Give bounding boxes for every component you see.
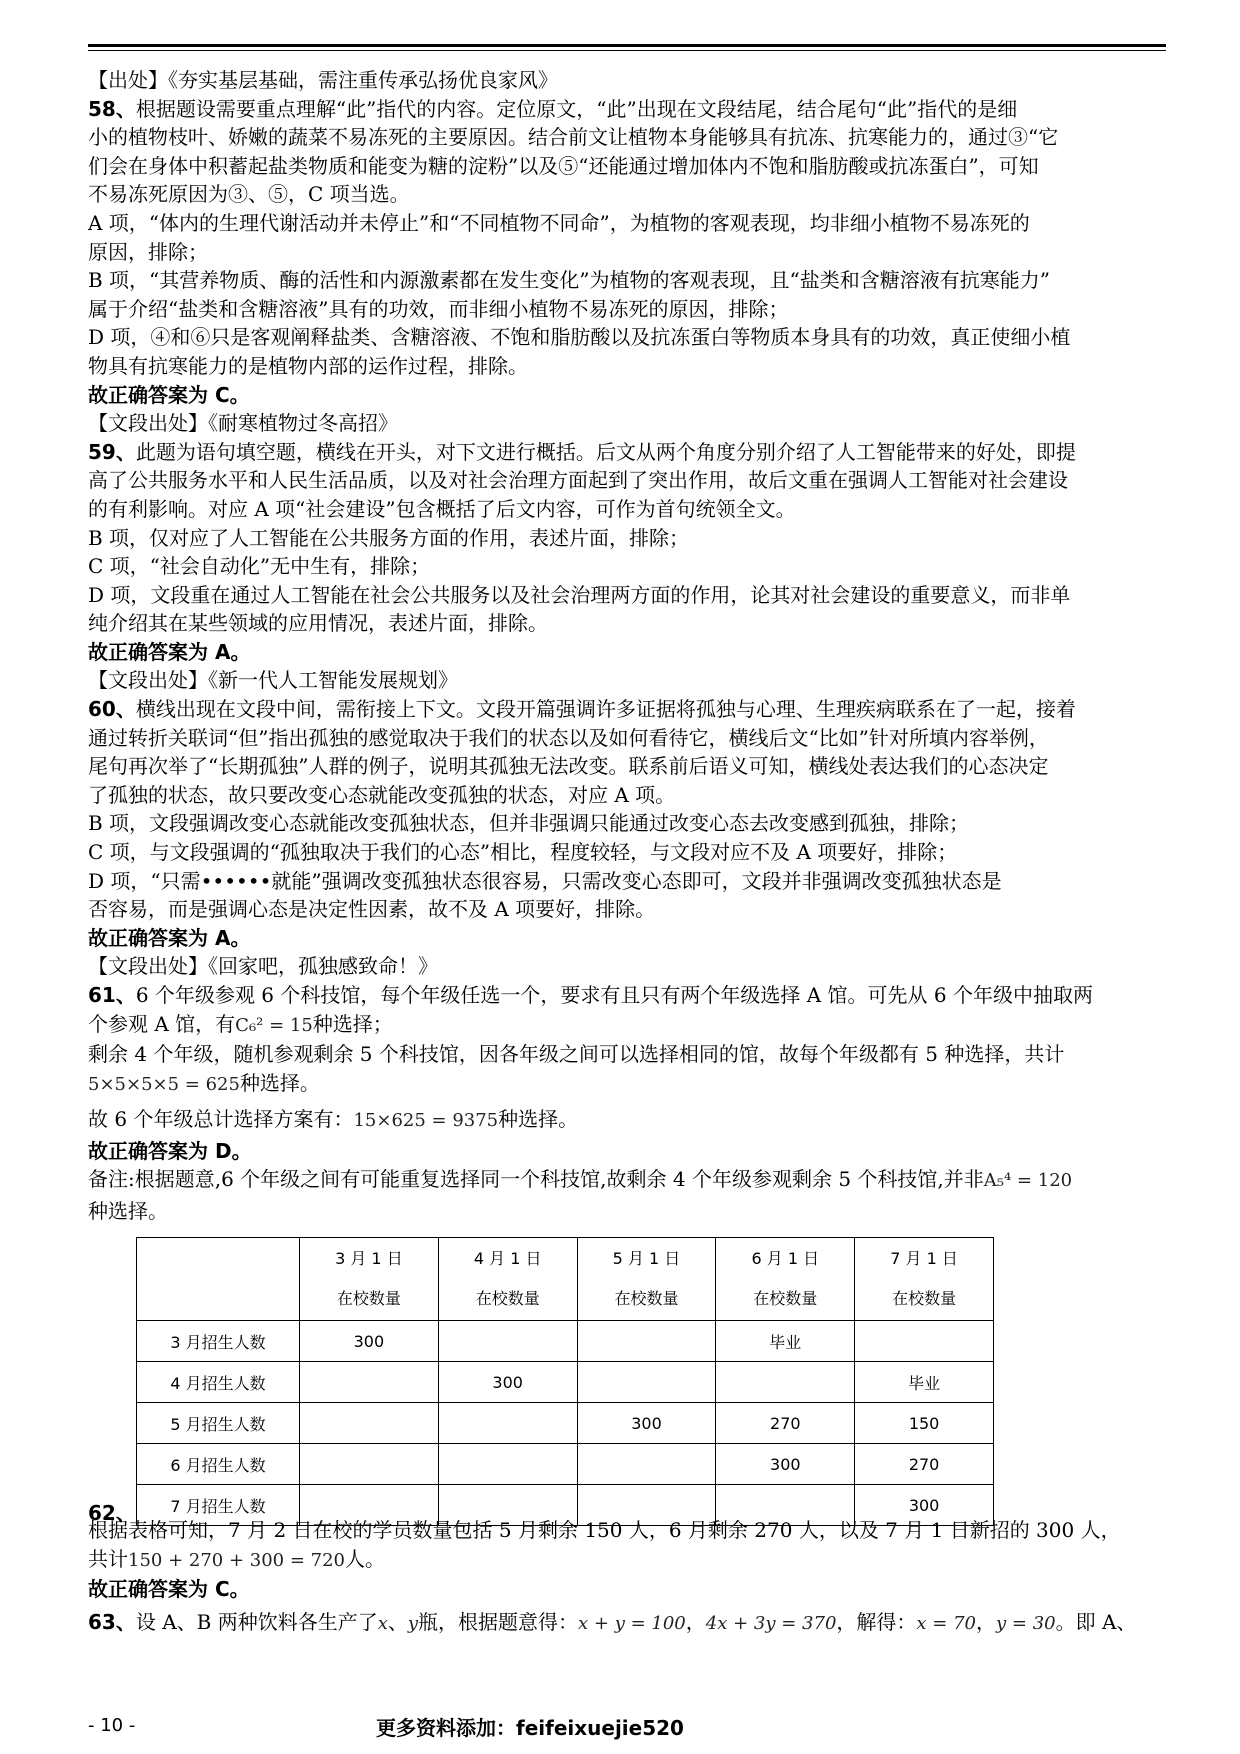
table-cell: 150 [855,1403,994,1444]
table-cell [716,1362,855,1403]
table-row [137,1321,994,1362]
math-expression: x + y = 100 [578,1612,686,1634]
question-58: 58、根据题设需要重点理解“此”指代的内容。定位原文，“此”出现在文段结尾，结合尾句“此”指代的是细 [88,96,1018,121]
question-60: 60、横线出现在文段中间，需衔接上下文。文段开篇强调许多证据将孤独与心理、生理疾病联系在了一起，接着 [88,697,1076,722]
option-b-analysis: B 项，“其营养物质、酶的活性和内源激素都在发生变化”为植物的客观表现，且“盐类和含糖溶液有抗寒能力” [88,268,1050,293]
enrollment-table [136,1237,994,1526]
table-cell [300,1362,439,1403]
answer-line: 故正确答案为 C。 [88,382,250,407]
header-date: 6 月 1 日 [751,1249,820,1268]
text-line: 不易冻死原因为③、⑤，C 项当选。 [88,182,410,207]
table-row [137,1444,994,1485]
answer-line: 故正确答案为 A。 [88,639,251,664]
text-line [88,1105,1168,1137]
text-line: 的有利影响。对应 A 项“社会建设”包含概括了后文内容，可作为首句统领全文。 [88,496,796,521]
question-63 [88,1608,1168,1639]
table-cell [438,1444,577,1485]
text-span: ， [976,1609,996,1634]
header-date: 7 月 1 日 [890,1249,958,1268]
question-61: 61、6 个年级参观 6 个科技馆，每个年级任选一个，要求有且只有两个年级选择 A 馆。可先从 6 个年级中抽取两 [88,983,1093,1007]
table-cell: 毕业 [716,1321,855,1362]
header-label: 在校数量 [336,1289,401,1308]
header-rule [88,44,1166,47]
option-c-analysis: C 项，“社会自动化”无中生有，排除； [88,554,431,579]
source-line: 【文段出处】《回家吧，孤独感致命！》 [88,954,438,979]
text-span: ， [685,1609,706,1634]
text-span: 种选择。 [239,1070,320,1095]
table-cell [577,1362,716,1403]
option-c-analysis: C 项，与文段强调的“孤独取决于我们的心态”相比，程度较轻，与文段对应不及 A 项要好，排除； [88,840,958,865]
table-cell [300,1444,439,1485]
text-span: 设 A、B 两种饮料各生产了 [135,1609,378,1634]
text-line: 尾句再次举了“长期孤独”人群的例子，说明其孤独无法改变。联系前后语义可知，横线处表达我们的心态决定 [88,754,1049,779]
table-header-cell [577,1238,716,1321]
table-header-cell [716,1238,855,1321]
source-line: 【出处】《夯实基层基础，需注重传承弘扬优良家风》 [88,68,558,92]
question-number: 61、 [88,983,136,1007]
text-span: 。即 A、 [1055,1609,1137,1634]
text-span: 瓶，根据题意得： [418,1609,579,1634]
text-line: 否容易，而是强调心态是决定性因素，故不及 A 项要好，排除。 [88,897,656,922]
table-cell: 300 [300,1321,439,1362]
text-line: 们会在身体中积蓄起盐类物质和能变为糖的淀粉”以及⑤“还能通过增加体内不饱和脂肪酸或抗冻蛋白”，可知 [88,153,1039,178]
table-cell [577,1444,716,1485]
math-expression: 4x + 3y = 370 [705,1612,837,1634]
text-line: 剩余 4 个年级，随机参观剩余 5 个科技馆，因各年级之间可以选择相同的馆，故每个年级都有 5 种选择，共计 [88,1042,1065,1067]
table-header-cell [300,1238,439,1321]
table-cell [300,1403,439,1444]
math-expression: x = 70 [916,1612,976,1634]
table-row [137,1403,994,1444]
text-line: 属于介绍“盐类和含糖溶液”具有的功效，而非细小植物不易冻死的原因，排除； [88,296,789,321]
math-variable: y [407,1612,419,1634]
table-header-cell [438,1238,577,1321]
math-expression: C₆² = 15 [235,1014,313,1036]
table-cell [577,1321,716,1362]
table-cell [438,1403,577,1444]
text-span: 备注:根据题意,6 个年级之间有可能重复选择同一个科技馆,故剩余 4 个年级参观剩余 5 个科技馆,并非 [88,1167,984,1192]
note-line [88,1165,1168,1197]
question-number: 60、 [88,697,136,722]
document-body [88,66,1168,1226]
row-label-cell: 6 月招生人数 [137,1444,300,1485]
text-line: 纯介绍其在某些领域的应用情况，表述片面，排除。 [88,611,548,636]
text-line: 高了公共服务水平和人民生活品质，以及对社会治理方面起到了突出作用，故后文重在强调人工智能对社会建设 [88,468,1068,493]
math-variable: x [377,1612,388,1634]
math-expression: 150 + 270 + 300 = 720 [128,1549,346,1571]
header-date: 5 月 1 日 [612,1249,681,1268]
text-line: 通过转折关联词“但”指出孤独的感觉取决于我们的状态以及如何看待它，横线后文“比如”针对所填内容举例， [88,725,1049,750]
table-cell [855,1321,994,1362]
table-cell: 300 [855,1485,994,1526]
table-header-cell [137,1238,300,1321]
text-span: 个参观 A 馆，有 [88,1011,236,1036]
option-d-analysis: D 项，④和⑥只是客观阐释盐类、含糖溶液、不饱和脂肪酸以及抗冻蛋白等物质本身具有的功效，真正使细小植 [88,325,1071,350]
answer-line: 故正确答案为 C。 [88,1577,250,1602]
table-header-cell [855,1238,994,1321]
question-number: 63、 [88,1609,136,1634]
text-span: 故 6 个年级总计选择方案有： [88,1106,354,1131]
option-d-analysis: D 项，“只需••••••就能”强调改变孤独状态很容易，只需改变心态即可，文段并非强调改变孤独状态是 [88,868,1002,893]
header-label: 在校数量 [475,1289,540,1308]
option-b-analysis: B 项，仅对应了人工智能在公共服务方面的作用，表述片面，排除； [88,525,690,550]
table-cell: 270 [716,1403,855,1444]
table-cell: 毕业 [855,1362,994,1403]
text-line [88,1545,1168,1576]
header-label: 在校数量 [892,1289,957,1308]
row-label-cell: 5 月招生人数 [137,1403,300,1444]
text-span: 、 [387,1609,408,1634]
text-span: 种选择。 [498,1106,579,1131]
row-label-cell: 7 月招生人数 [137,1485,300,1526]
answer-line: 故正确答案为 A。 [88,925,251,950]
math-expression: 15×625 = 9375 [353,1109,499,1131]
header-date: 4 月 1 日 [473,1249,542,1268]
source-line: 【文段出处】《耐寒植物过冬高招》 [88,411,398,436]
footer-contact: 更多资料添加：feifeixuejie520 [376,1716,684,1740]
text-span: ，解得： [836,1609,917,1634]
math-expression: y = 30 [996,1612,1056,1634]
question-number: 62、 [88,1501,136,1525]
row-label-cell: 3 月招生人数 [137,1321,300,1362]
table-cell [438,1321,577,1362]
text-line: 物具有抗寒能力的是植物内部的运作过程，排除。 [88,353,528,378]
table-cell: 300 [438,1362,577,1403]
option-a-analysis: A 项，“体内的生理代谢活动并未停止”和“不同植物不同命”，为植物的客观表现，均非细小植物不易冻死的 [88,210,1030,235]
table-row [137,1362,994,1403]
page-number: - 10 - [88,1715,136,1736]
option-d-analysis: D 项，文段重在通过人工智能在社会公共服务以及社会治理两方面的作用，论其对社会建设的重要意义，而非单 [88,582,1071,607]
table-cell: 300 [716,1444,855,1485]
header-date: 3 月 1 日 [335,1249,403,1268]
table-cell: 270 [855,1444,994,1485]
answer-line: 故正确答案为 D。 [88,1138,252,1163]
text-line: 原因，排除； [88,239,208,264]
math-expression: 5×5×5×5 = 625 [88,1073,240,1095]
text-span: 共计 [88,1546,128,1571]
header-label: 在校数量 [753,1289,818,1308]
question-59: 59、此题为语句填空题，横线在开头，对下文进行概括。后文从两个角度分别介绍了人工智能带来的好处，即提 [88,439,1076,464]
table-header-row [137,1238,994,1321]
text-line [88,1010,1168,1041]
header-label: 在校数量 [614,1289,679,1308]
table-cell: 300 [577,1403,716,1444]
question-number: 58、 [88,96,136,121]
source-line: 【文段出处】《新一代人工智能发展规划》 [88,668,458,693]
question-number: 59、 [88,439,136,464]
text-line [88,1069,1168,1105]
header-rule-thin [88,50,1166,51]
text-line: 了孤独的状态，故只要改变心态就能改变孤独的状态，对应 A 项。 [88,782,676,807]
row-label-cell: 4 月招生人数 [137,1362,300,1403]
text-line: 根据表格可知，7 月 2 日在校的学员数量包括 5 月剩余 150 人，6 月剩余 270 人，以及 7 月 1 日新招的 300 人， [88,1518,1121,1542]
text-span: 种选择； [312,1011,393,1036]
option-b-analysis: B 项，文段强调改变心态就能改变孤独状态，但并非强调只能通过改变心态去改变感到孤独，排除； [88,811,970,836]
math-expression: A₅⁴ = 120 [983,1170,1073,1192]
text-span: 人。 [345,1546,386,1571]
text-line: 种选择。 [88,1199,168,1224]
document-body-lower [88,1516,1168,1638]
text-line: 小的植物枝叶、娇嫩的蔬菜不易冻死的主要原因。结合前文让植物本身能够具有抗冻、抗寒能力的，通过③“它 [88,125,1059,150]
